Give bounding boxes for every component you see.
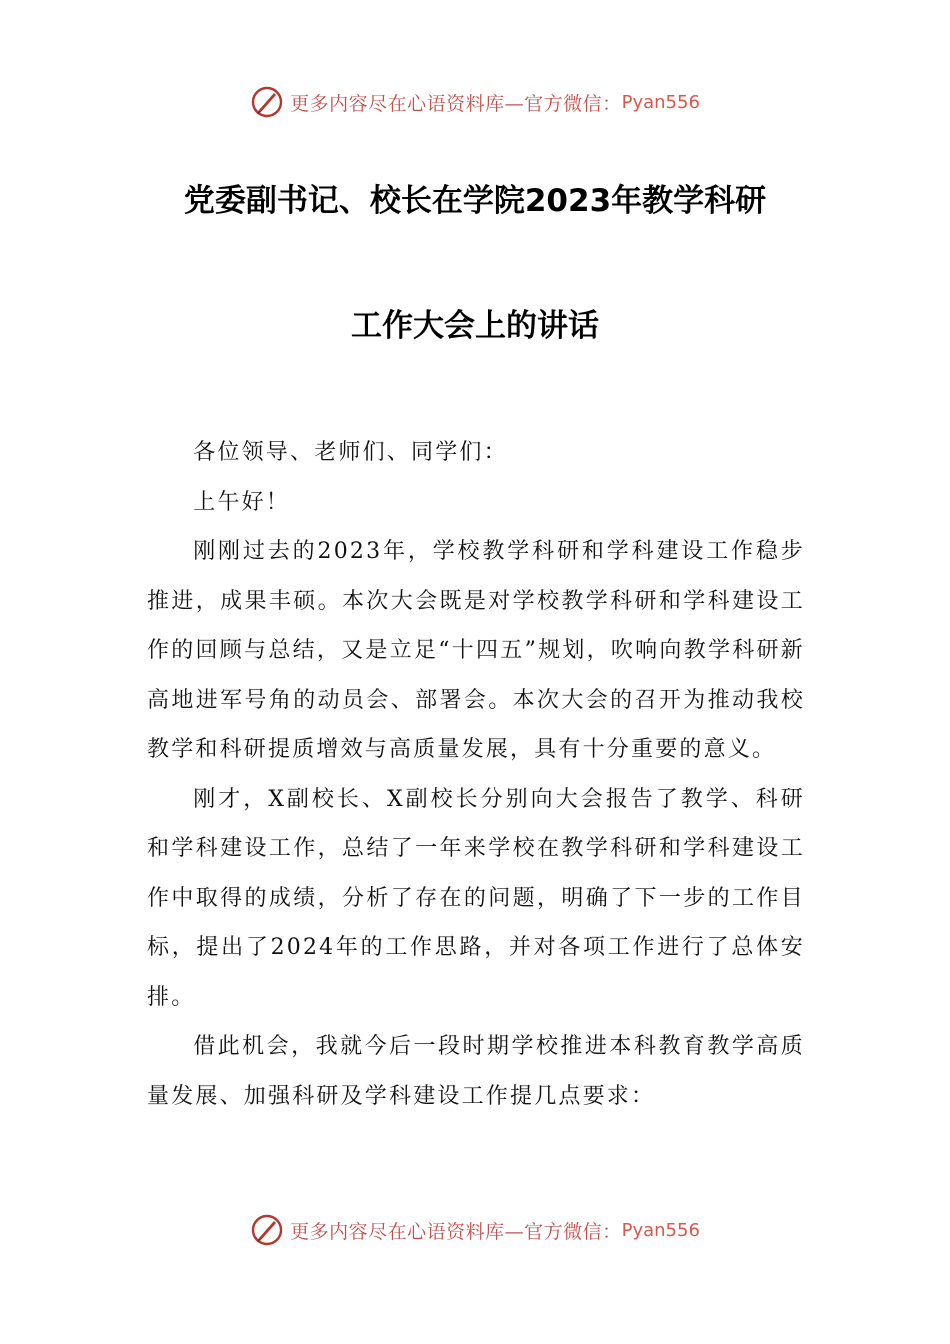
body-paragraph: 借此机会，我就今后一段时期学校推进本科教育教学高质量发展、加强科研及学科建设工作提几点要求： <box>147 1034 805 1109</box>
document-body <box>147 428 805 1121</box>
document-title-line-2: 工作大会上的讲话 <box>351 308 599 344</box>
quill-logo-icon <box>250 85 284 119</box>
watermark-wechat-id: Pyan556 <box>621 1219 700 1241</box>
greeting: 上午好！ <box>193 489 290 515</box>
document-title-line-1: 党委副书记、校长在学院2023年教学科研 <box>183 183 767 219</box>
watermark-text: 更多内容尽在心语资料库—官方微信： <box>290 92 622 115</box>
salutation: 各位领导、老师们、同学们： <box>193 440 508 465</box>
watermark-text: 更多内容尽在心语资料库—官方微信： <box>290 1220 622 1243</box>
header-watermark <box>0 82 950 122</box>
watermark-wechat-id: Pyan556 <box>621 91 700 113</box>
quill-logo-icon <box>250 1213 284 1247</box>
body-paragraph: 刚刚过去的2023年，学校教学科研和学科建设工作稳步推进，成果丰硕。本次大会既是对学校教学科研和学科建设工作的回顾与总结，又是立足“十四五”规划，吹响向教学科研新高地进军号角的动员会、部署会。本次大会的召开为推动我校教学和科研提质增效与高质量发展，具有十分重要的意义。 <box>147 539 805 762</box>
footer-watermark <box>0 1210 950 1250</box>
body-paragraph: 刚才，X副校长、X副校长分别向大会报告了教学、科研和学科建设工作，总结了一年来学校在教学科研和学科建设工作中取得的成绩，分析了存在的问题，明确了下一步的工作目标，提出了2024年的工作思路，并对各项工作进行了总体安排。 <box>147 786 805 1010</box>
